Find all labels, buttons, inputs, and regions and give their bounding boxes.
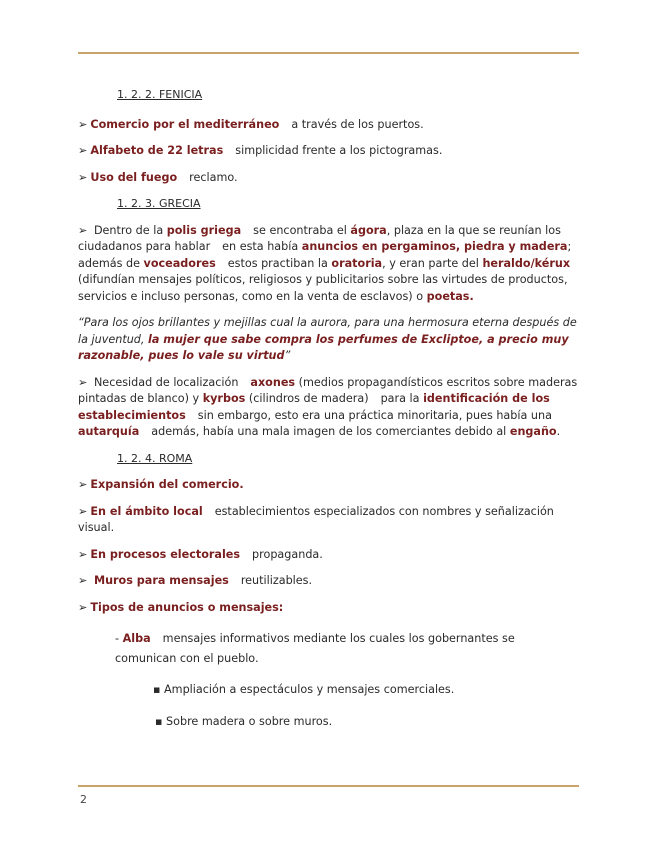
alba-bullet-1: ▪ Ampliación a espectáculos y mensajes comerciales. xyxy=(153,683,455,696)
header-rule xyxy=(78,52,579,54)
bullet-icon: ▪ xyxy=(155,714,163,728)
bullet-icon: ▪ xyxy=(153,683,161,696)
section-heading-fenicia: 1. 2. 2. FENICIA xyxy=(117,88,203,101)
section-heading-grecia: 1. 2. 3. GRECIA xyxy=(117,197,201,210)
arrow-icon: ➢ xyxy=(78,170,88,184)
alba-item: - Alba mensajes informativos mediante los cuales los gobernantes se comunican con el pueblo. xyxy=(115,632,515,665)
arrow-icon: ➢ xyxy=(78,504,88,518)
arrow-icon: ➢ xyxy=(78,223,88,237)
fenicia-item-1: ➢ Comercio por el mediterráneo a través de los puertos. xyxy=(78,117,424,131)
section-heading-roma: 1. 2. 4. ROMA xyxy=(117,451,193,465)
arrow-icon: ➢ xyxy=(78,478,88,491)
alba-bullet-2: ▪ Sobre madera o sobre muros. xyxy=(155,714,333,728)
footer-rule xyxy=(78,785,579,787)
grecia-paragraph-1: ➢ Dentro de la polis griega se encontraba el ágora, plaza en la que se reunían los ciudadanos para hablar en esta había anuncios en pergaminos, piedra y madera; además de voceadores estos practiban la oratoria, y eran parte del heraldo/kérux (difundían mensajes políticos, religiosos y publicitarios sobre las virtudes de productos, servicios e incluso personas, como en la venta de esclavos) o poetas. xyxy=(78,223,572,303)
roma-item-4: ➢ Muros para mensajes reutilizables. xyxy=(78,574,313,587)
page-body xyxy=(78,84,579,730)
roma-item-1: ➢ Expansión del comercio. xyxy=(78,478,244,491)
fenicia-item-3: ➢ Uso del fuego reclamo. xyxy=(78,170,238,184)
roma-item-2: ➢ En el ámbito local establecimientos especializados con nombres y señalización visual. xyxy=(78,504,554,534)
arrow-icon: ➢ xyxy=(78,144,88,157)
arrow-icon: ➢ xyxy=(78,117,88,131)
page-number: 2 xyxy=(80,793,87,806)
arrow-icon: ➢ xyxy=(78,600,88,614)
roma-item-5: ➢ Tipos de anuncios o mensajes: xyxy=(78,600,284,614)
grecia-paragraph-2: ➢ Necesidad de localización axones (medios propagandísticos escritos sobre maderas pintadas de blanco) y kyrbos (cilindros de madera) para la identificación de los establecimientos sin embargo, esto era una práctica minoritaria, pues había una autarquía además, había una mala imagen de los comerciantes debido al engaño. xyxy=(78,375,578,438)
grecia-quote: “Para los ojos brillantes y mejillas cual la aurora, para una hermosura eterna después de la juventud, la mujer que sabe compra los perfumes de Excliptoe, a precio muy razonable, pues lo vale su virtud” xyxy=(78,316,577,362)
arrow-icon: ➢ xyxy=(78,375,88,389)
roma-item-3: ➢ En procesos electorales propaganda. xyxy=(78,547,323,561)
arrow-icon: ➢ xyxy=(78,547,88,561)
arrow-icon: ➢ xyxy=(78,574,88,587)
fenicia-item-2: ➢ Alfabeto de 22 letras simplicidad frente a los pictogramas. xyxy=(78,144,443,157)
